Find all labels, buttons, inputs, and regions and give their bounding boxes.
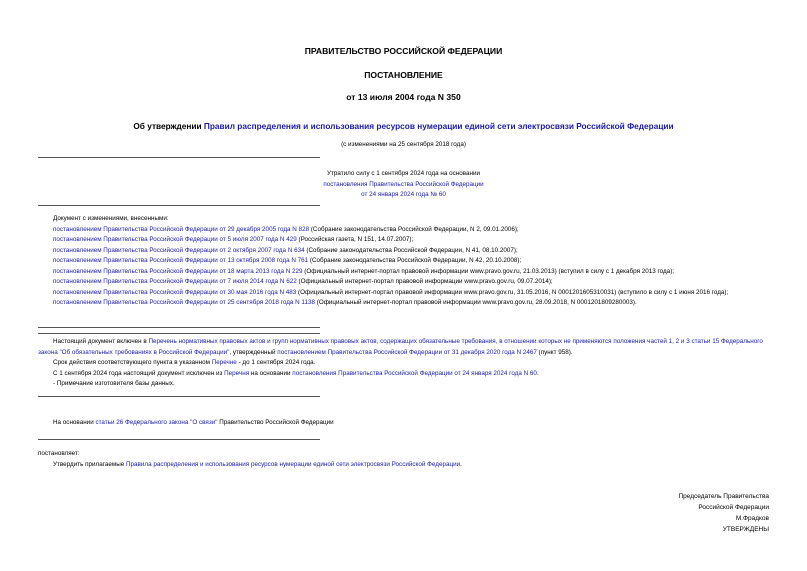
change-item bbox=[38, 225, 770, 236]
signature-block bbox=[678, 491, 769, 535]
change-item bbox=[38, 235, 770, 246]
changes-intro: Документ с изменениями, внесенными: bbox=[53, 215, 169, 222]
expired-line: Утратило силу с 1 сентября 2024 года на основании bbox=[326, 170, 480, 177]
divider bbox=[38, 157, 320, 158]
changes-block bbox=[38, 214, 770, 309]
divider bbox=[38, 396, 320, 397]
note-text: (пункт 958). bbox=[536, 348, 573, 356]
publisher-note bbox=[38, 337, 770, 390]
signatory-title: Председатель Правительства bbox=[678, 493, 769, 500]
change-link[interactable]: постановлением Правительства Российской Федерации от 25 сентября 2018 года N 1138 bbox=[53, 299, 315, 306]
change-link[interactable]: постановлением Правительства Российской Федерации от 13 октября 2008 года N 761 bbox=[53, 257, 309, 264]
basis-paragraph bbox=[38, 418, 770, 429]
government-heading: ПРАВИТЕЛЬСТВО РОССИЙСКОЙ ФЕДЕРАЦИИ bbox=[304, 46, 503, 56]
change-source: (Официальный интернет-портал правовой информации www.pravo.gov.ru, 09.07.2014); bbox=[296, 278, 553, 285]
change-source: (Официальный интернет-портал правовой информации www.pravo.gov.ru, 28.09.2018, N 0001201809280003). bbox=[314, 299, 637, 306]
decree-text: . bbox=[460, 460, 462, 468]
change-item bbox=[38, 288, 770, 299]
change-source: (Официальный интернет-портал правовой информации www.pravo.gov.ru, 31.05.2016, N 0001201605310031) (вступило в силу с 1 июня 2016 года); bbox=[296, 288, 729, 296]
divider bbox=[38, 333, 320, 334]
divider bbox=[38, 205, 320, 206]
change-item bbox=[38, 267, 770, 278]
decree-block bbox=[38, 449, 770, 470]
change-link[interactable]: постановлением Правительства Российской Федерации от 30 мая 2016 года N 483 bbox=[53, 288, 297, 296]
expired-decree-link[interactable]: постановления Правительства Российской Федерации bbox=[323, 180, 484, 188]
basis-text: Правительство Российской Федерации bbox=[217, 419, 334, 426]
expired-decree-date-link[interactable]: от 24 января 2024 года № 60 bbox=[361, 191, 446, 198]
decree-text: Утвердить прилагаемые bbox=[53, 460, 126, 468]
approved-label: УТВЕРЖДЕНЫ bbox=[722, 526, 769, 533]
basis-text: На основании bbox=[53, 419, 96, 426]
change-source: (Российская газета, N 151, 14.07.2007); bbox=[296, 236, 414, 243]
expired-notice bbox=[0, 169, 807, 201]
change-link[interactable]: постановлением Правительства Российской Федерации от 7 июля 2014 года N 622 bbox=[53, 278, 297, 285]
change-source: (Собрание законодательства Российской Федерации, N 42, 20.10.2008); bbox=[308, 257, 522, 264]
list-link[interactable]: Перечень нормативных правовых актов и групп нормативных правовых актов, содержащих обязательные требования, в отношении которых не применяются положения частей 1, 2 и 3 статьи 15 Федерального закона "Об обязательных требованиях в Российской Федерации" bbox=[38, 338, 763, 356]
note-paragraph bbox=[38, 337, 770, 358]
title-rules-link[interactable]: Правил распределения и использования ресурсов нумерации единой сети электросвязи Российской Федерации bbox=[203, 121, 674, 131]
note-paragraph bbox=[38, 358, 770, 369]
change-item bbox=[38, 298, 770, 309]
exclusion-decree-link[interactable]: постановления Правительства Российской Федерации от 24 января 2024 года N 60 bbox=[292, 369, 537, 377]
change-link[interactable]: постановлением Правительства Российской Федерации от 18 марта 2013 года N 229 bbox=[53, 267, 303, 275]
law-article-link[interactable]: статьи 26 Федерального закона "О связи" bbox=[95, 419, 218, 426]
change-source: (Собрание законодательства Российской Федерации, N 41, 08.10.2007); bbox=[304, 246, 518, 254]
title-prefix: Об утверждении bbox=[133, 121, 204, 131]
list-link[interactable]: Перечне bbox=[211, 359, 237, 366]
change-link[interactable]: постановлением Правительства Российской Федерации от 29 декабря 2005 года N 828 bbox=[53, 225, 310, 233]
change-source: (Собрание законодательства Российской Федерации, N 2, 09.01.2006); bbox=[309, 225, 519, 233]
signatory-org: Российской Федерации bbox=[698, 504, 769, 511]
signatory-name: М.Фрадков bbox=[735, 515, 769, 522]
note-source: - Примечание изготовителя базы данных. bbox=[53, 380, 175, 387]
change-item bbox=[38, 277, 770, 288]
approving-decree-link[interactable]: постановлением Правительства Российской Федерации от 31 декабря 2020 года N 2467 bbox=[277, 348, 537, 356]
rules-link[interactable]: Правила распределения и использования ресурсов нумерации единой сети электросвязи Российской Федерации bbox=[126, 460, 461, 468]
doc-type-heading: ПОСТАНОВЛЕНИЕ bbox=[364, 70, 443, 80]
amendment-note: (с изменениями на 25 сентября 2018 года) bbox=[341, 141, 466, 148]
note-text: . bbox=[536, 369, 539, 377]
date-number-heading: от 13 июля 2004 года N 350 bbox=[346, 92, 461, 102]
change-link[interactable]: постановлением Правительства Российской Федерации от 2 октября 2007 года N 634 bbox=[53, 246, 305, 254]
change-item bbox=[38, 246, 770, 257]
decree-label: постановляет: bbox=[38, 450, 80, 457]
divider bbox=[38, 327, 320, 328]
list-link[interactable]: Перечня bbox=[224, 369, 250, 377]
note-text: - до 1 сентября 2024 года. bbox=[236, 359, 316, 366]
note-text: Срок действия соответствующего пункта в указанном bbox=[53, 359, 212, 366]
change-source: (Официальный интернет-портал правовой информации www.pravo.gov.ru, 21.03.2013) (вступил в силу с 1 декабря 2013 года); bbox=[302, 267, 675, 275]
note-paragraph bbox=[38, 369, 770, 380]
decree-paragraph bbox=[38, 460, 770, 471]
note-text: Настоящий документ включен в bbox=[53, 338, 149, 345]
note-text: на основании bbox=[249, 369, 293, 377]
note-text: С 1 сентября 2024 года настоящий документ исключен из bbox=[53, 369, 225, 377]
divider bbox=[38, 439, 320, 440]
change-link[interactable]: постановлением Правительства Российской Федерации от 5 июля 2007 года N 429 bbox=[53, 236, 297, 243]
change-item bbox=[38, 256, 770, 267]
document-title bbox=[0, 121, 807, 131]
note-text: , утвержденный bbox=[229, 348, 278, 356]
